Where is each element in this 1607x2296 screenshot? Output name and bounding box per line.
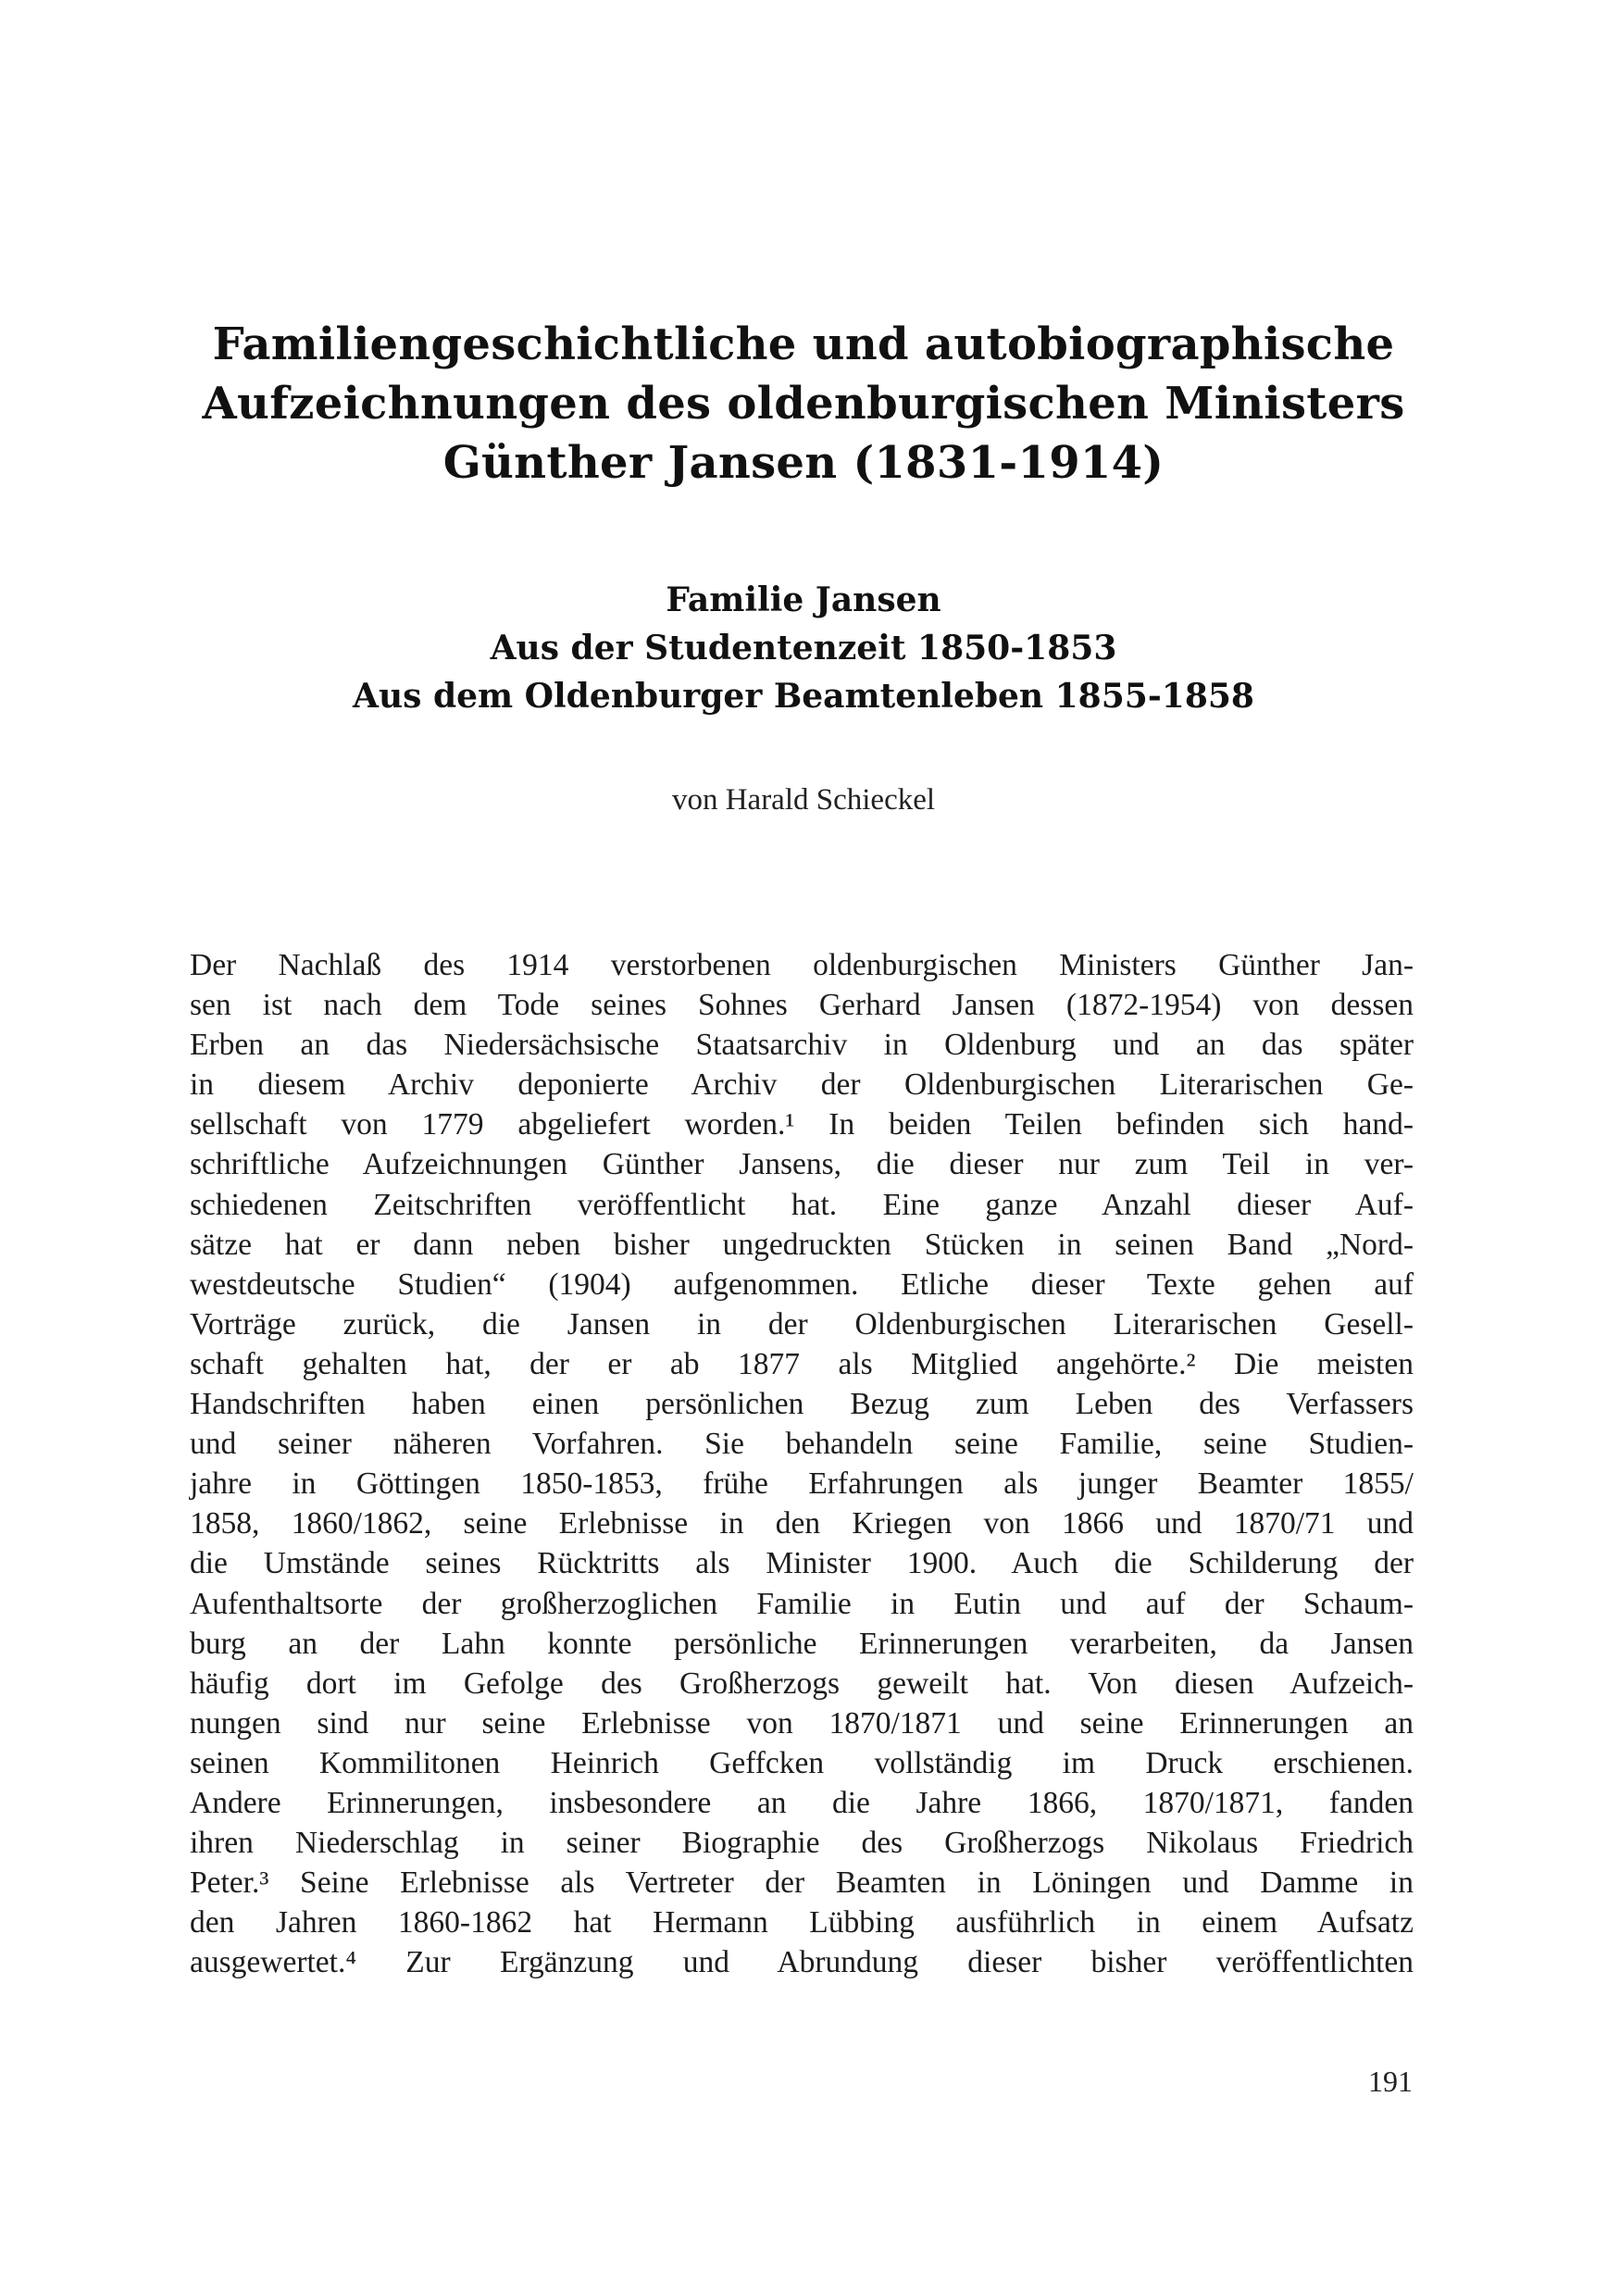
author-byline: von Harald Schieckel	[671, 783, 936, 817]
body-line: die Umstände seines Rücktritts als Minister 1900. Auch die Schilderung der	[190, 1546, 1414, 1581]
body-line: sätze hat er dann neben bisher ungedruckten Stücken in seinen Band „Nord-	[190, 1227, 1414, 1262]
body-line: schiedenen Zeitschriften veröffentlicht hat. Eine ganze Anzahl dieser Auf-	[190, 1187, 1414, 1222]
subtitle-line-3: Aus dem Oldenburger Beamtenleben 1855-1858	[353, 677, 1254, 716]
subtitle-line-2: Aus der Studentenzeit 1850-1853	[490, 629, 1117, 668]
body-line: ausgewertet.⁴ Zur Ergänzung und Abrundung dieser bisher veröffentlichten	[190, 1945, 1414, 1980]
title-line-1: Familiengeschichtliche und autobiographische	[212, 318, 1395, 370]
body-line: Peter.³ Seine Erlebnisse als Vertreter der Beamten in Löningen und Damme in	[190, 1866, 1414, 1901]
body-line: 1858, 1860/1862, seine Erlebnisse in den Kriegen von 1866 und 1870/71 und	[190, 1506, 1414, 1541]
body-line: westdeutsche Studien“ (1904) aufgenommen. Etliche dieser Texte gehen auf	[190, 1267, 1414, 1302]
body-line: häufig dort im Gefolge des Großherzogs geweilt hat. Von diesen Aufzeich-	[190, 1666, 1414, 1701]
subtitle-line-1: Familie Jansen	[666, 580, 941, 619]
title-line-3: Günther Jansen (1831-1914)	[442, 437, 1165, 489]
page-number: 191	[1368, 2065, 1413, 2098]
body-line: nungen sind nur seine Erlebnisse von 1870/1871 und seine Erinnerungen an	[190, 1705, 1414, 1741]
body-line: den Jahren 1860-1862 hat Hermann Lübbing ausführlich in einem Aufsatz	[190, 1905, 1414, 1940]
body-line: sen ist nach dem Tode seines Sohnes Gerhard Jansen (1872-1954) von dessen	[190, 988, 1414, 1023]
body-line: Vorträge zurück, die Jansen in der Oldenburgischen Literarischen Gesell-	[190, 1306, 1414, 1341]
body-line: burg an der Lahn konnte persönliche Erinnerungen verarbeiten, da Jansen	[190, 1626, 1414, 1661]
body-line: seinen Kommilitonen Heinrich Geffcken vollständig im Druck erschienen.	[190, 1745, 1414, 1780]
body-line: Aufenthaltsorte der großherzoglichen Familie in Eutin und auf der Schaum-	[190, 1586, 1414, 1621]
body-line: Andere Erinnerungen, insbesondere an die Jahre 1866, 1870/1871, fanden	[190, 1785, 1414, 1820]
body-line: ihren Niederschlag in seiner Biographie des Großherzogs Nikolaus Friedrich	[190, 1826, 1414, 1861]
title-line-2: Aufzeichnungen des oldenburgischen Ministers	[202, 378, 1405, 430]
article-subtitle	[148, 576, 1459, 720]
body-line: und seiner näheren Vorfahren. Sie behandeln seine Familie, seine Studien-	[190, 1427, 1414, 1462]
body-line: in diesem Archiv deponierte Archiv der Oldenburgischen Literarischen Ge-	[190, 1067, 1414, 1103]
body-line: Der Nachlaß des 1914 verstorbenen oldenburgischen Ministers Günther Jan-	[190, 948, 1414, 982]
body-line: schriftliche Aufzeichnungen Günther Jansens, die dieser nur zum Teil in ver-	[190, 1147, 1414, 1182]
body-paragraph	[190, 945, 1414, 1982]
article-title	[148, 315, 1459, 493]
body-line: jahre in Göttingen 1850-1853, frühe Erfahrungen als junger Beamter 1855/	[190, 1466, 1414, 1502]
body-line: schaft gehalten hat, der er ab 1877 als Mitglied angehörte.² Die meisten	[190, 1346, 1414, 1381]
body-line: Erben an das Niedersächsische Staatsarchiv in Oldenburg und an das später	[190, 1028, 1414, 1063]
body-line: Handschriften haben einen persönlichen Bezug zum Leben des Verfassers	[190, 1387, 1414, 1422]
body-line: sellschaft von 1779 abgeliefert worden.¹ In beiden Teilen befinden sich hand-	[190, 1107, 1414, 1142]
